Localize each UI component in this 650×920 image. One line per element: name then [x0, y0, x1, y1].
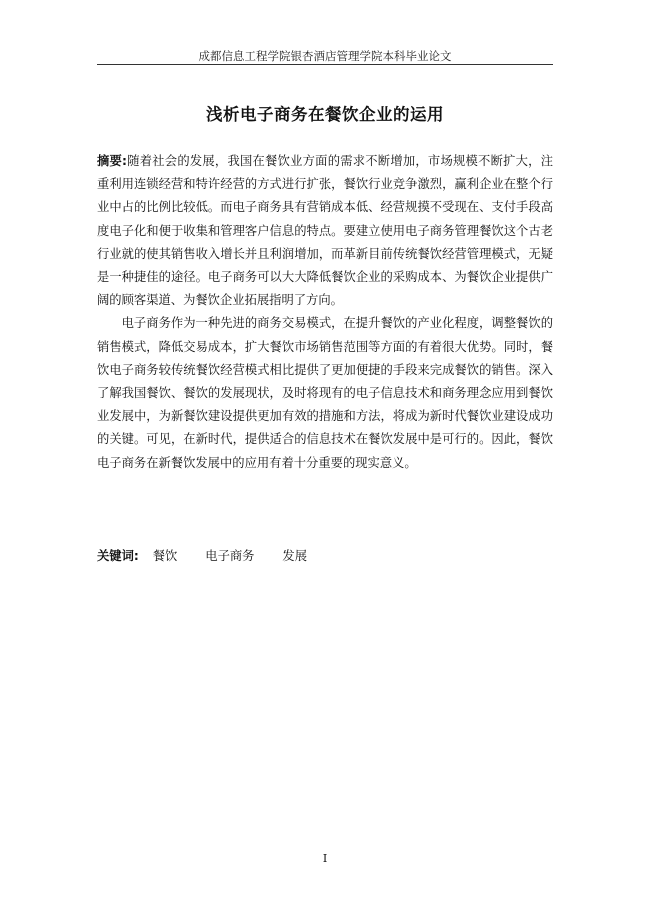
page-number: I — [322, 852, 328, 865]
keyword-item: 餐饮 — [152, 549, 178, 563]
keyword-item: 发展 — [282, 549, 307, 563]
abstract-paragraph-2: 电子商务作为一种先进的商务交易模式，在提升餐饮的产业化程度，调整餐饮的销售模式，降低交易成本，扩大餐饮市场销售范围等方面的有着很大优势。同时，餐饮电子商务较传统餐饮经营模式相比提供了更加便捷的手段来完成餐饮的销售。深入了解我国餐饮、餐饮的发展现状，及时将现有的电子信息技术和商务理念应用到餐饮业发展中，为新餐饮建设提供更加有效的措施和方法，将成为新时代餐饮业建设成功的关键。可见，在新时代，提供适合的信息技术在餐饮发展中是可行的。因此，餐饮电子商务在新餐饮发展中的应用有着十分重要的现实意义。 — [97, 316, 553, 470]
abstract-paragraph-1 — [97, 150, 553, 312]
running-header: 成都信息工程学院银杏酒店管理学院本科毕业论文 — [198, 49, 452, 63]
keyword-item: 电子商务 — [205, 549, 255, 563]
abstract-section — [97, 150, 553, 475]
header-divider — [97, 64, 553, 65]
keywords-section — [97, 546, 553, 566]
abstract-paragraph-1-text: 随着社会的发展，我国在餐饮业方面的需求不断增加，市场规模不断扩大，注重利用连锁经营和特许经营的方式进行扩张，餐饮行业竞争激烈，赢利企业在整个行业中占的比例比较低。而电子商务具有营销成本低、经营规摸不受现在、支付手段高度电子化和便于收集和管理客户信息的特点。要建立使用电子商务管理餐饮这个古老行业就的使其销售收入增长并且利润增加，而革新目前传统餐饮经营管理模式，无疑是一种捷佳的途径。电子商务可以大大降低餐饮企业的采购成本、为餐饮企业提供广阔的顾客渠道、为餐饮企业拓展指明了方向。 — [97, 154, 553, 308]
paper-title: 浅析电子商务在餐饮企业的运用 — [206, 105, 444, 124]
keywords-label: 关键词: — [97, 549, 139, 563]
abstract-label: 摘要: — [97, 154, 127, 168]
